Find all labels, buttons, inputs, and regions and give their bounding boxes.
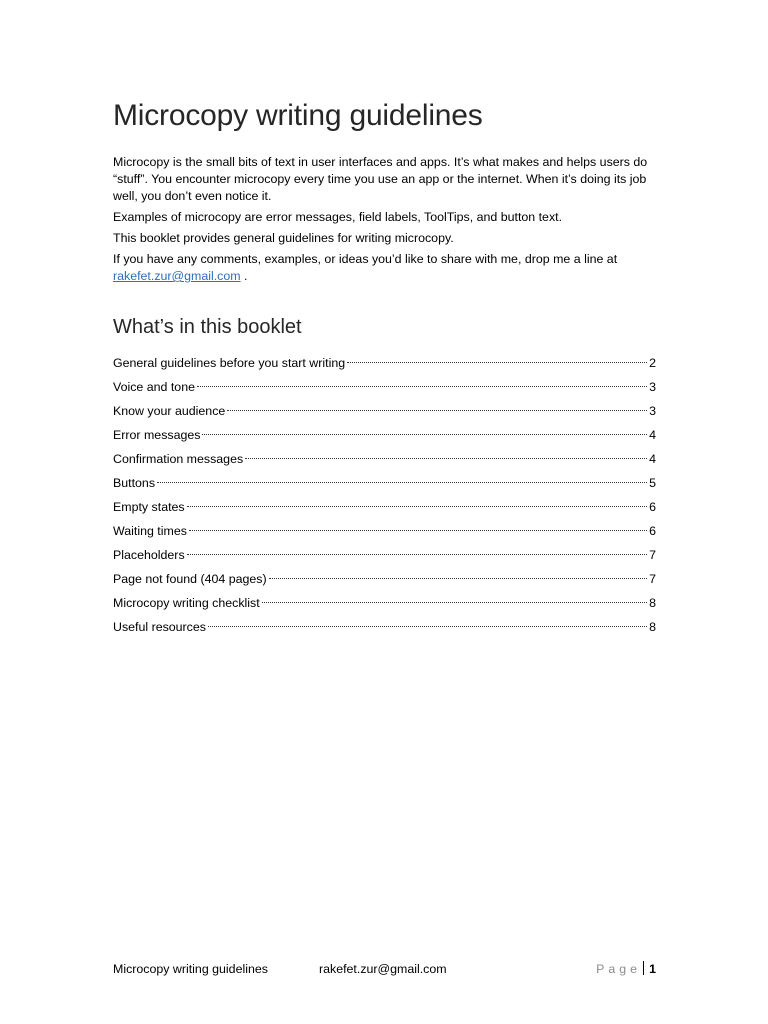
toc-entry[interactable] bbox=[113, 351, 656, 375]
toc-entry-title: Microcopy writing checklist bbox=[113, 596, 260, 610]
toc-entry-title: Error messages bbox=[113, 428, 201, 442]
document-page bbox=[113, 96, 656, 639]
toc-heading: What’s in this booklet bbox=[113, 316, 302, 338]
toc-entry-title: Know your audience bbox=[113, 404, 226, 418]
toc-dot-leader bbox=[262, 602, 647, 603]
toc-entry-title: Voice and tone bbox=[113, 380, 195, 394]
toc-entry-title: Placeholders bbox=[113, 548, 185, 562]
contact-paragraph bbox=[113, 251, 656, 285]
toc-entry-title: Useful resources bbox=[113, 620, 206, 634]
footer-page-label: Page bbox=[596, 962, 642, 976]
toc-entry-title: Page not found (404 pages) bbox=[113, 572, 267, 586]
toc-entry-title: Confirmation messages bbox=[113, 452, 244, 466]
footer-title: Microcopy writing guidelines bbox=[113, 962, 268, 976]
toc-entry[interactable] bbox=[113, 471, 656, 495]
toc-dot-leader bbox=[347, 362, 647, 363]
toc-dot-leader bbox=[227, 410, 647, 411]
toc-entry-page-number: 2 bbox=[649, 356, 656, 370]
footer-email: rakefet.zur@gmail.com bbox=[319, 962, 447, 976]
intro-paragraph-1: Microcopy is the small bits of text in user interfaces and apps. It’s what makes and helps users do “stuff”. You encounter microcopy every time you use an app or the internet. When it’s doing its job well, you don’t even notice it. bbox=[113, 155, 648, 203]
contact-trailing: . bbox=[240, 269, 248, 283]
table-of-contents bbox=[113, 351, 656, 639]
footer-separator bbox=[643, 961, 644, 975]
toc-entry[interactable] bbox=[113, 399, 656, 423]
toc-entry[interactable] bbox=[113, 495, 656, 519]
toc-entry-page-number: 6 bbox=[649, 500, 656, 514]
toc-entry-title: Empty states bbox=[113, 500, 185, 514]
toc-entry[interactable] bbox=[113, 375, 656, 399]
intro-paragraph-3: This booklet provides general guidelines for writing microcopy. bbox=[113, 231, 454, 245]
toc-dot-leader bbox=[157, 482, 647, 483]
toc-entry-page-number: 8 bbox=[649, 596, 656, 610]
toc-entry[interactable] bbox=[113, 543, 656, 567]
page-footer bbox=[113, 959, 656, 979]
toc-entry[interactable] bbox=[113, 615, 656, 639]
toc-entry[interactable] bbox=[113, 447, 656, 471]
toc-dot-leader bbox=[208, 626, 647, 627]
toc-entry-page-number: 6 bbox=[649, 524, 656, 538]
toc-dot-leader bbox=[189, 530, 647, 531]
toc-dot-leader bbox=[197, 386, 647, 387]
toc-entry-title: Waiting times bbox=[113, 524, 187, 538]
toc-entry[interactable] bbox=[113, 519, 656, 543]
toc-entry-page-number: 4 bbox=[649, 428, 656, 442]
toc-entry[interactable] bbox=[113, 567, 656, 591]
toc-dot-leader bbox=[269, 578, 647, 579]
intro-paragraph-2: Examples of microcopy are error messages, field labels, ToolTips, and button text. bbox=[113, 210, 563, 224]
toc-entry-title: Buttons bbox=[113, 476, 156, 490]
toc-entry-page-number: 3 bbox=[649, 380, 656, 394]
toc-dot-leader bbox=[187, 506, 647, 507]
footer-page-number: 1 bbox=[649, 962, 656, 976]
contact-email-link[interactable]: rakefet.zur@gmail.com bbox=[113, 269, 241, 283]
toc-entry-page-number: 5 bbox=[649, 476, 656, 490]
toc-entry-page-number: 4 bbox=[649, 452, 656, 466]
toc-entry[interactable] bbox=[113, 423, 656, 447]
toc-entry-title: General guidelines before you start writing bbox=[113, 356, 346, 370]
toc-entry-page-number: 7 bbox=[649, 548, 656, 562]
footer-page-indicator bbox=[596, 959, 656, 979]
toc-dot-leader bbox=[187, 554, 647, 555]
toc-entry[interactable] bbox=[113, 591, 656, 615]
toc-dot-leader bbox=[202, 434, 647, 435]
contact-text: If you have any comments, examples, or ideas you’d like to share with me, drop me a line at bbox=[113, 252, 618, 266]
toc-dot-leader bbox=[245, 458, 647, 459]
toc-entry-page-number: 7 bbox=[649, 572, 656, 586]
toc-entry-page-number: 3 bbox=[649, 404, 656, 418]
toc-entry-page-number: 8 bbox=[649, 620, 656, 634]
document-title: Microcopy writing guidelines bbox=[113, 99, 483, 132]
